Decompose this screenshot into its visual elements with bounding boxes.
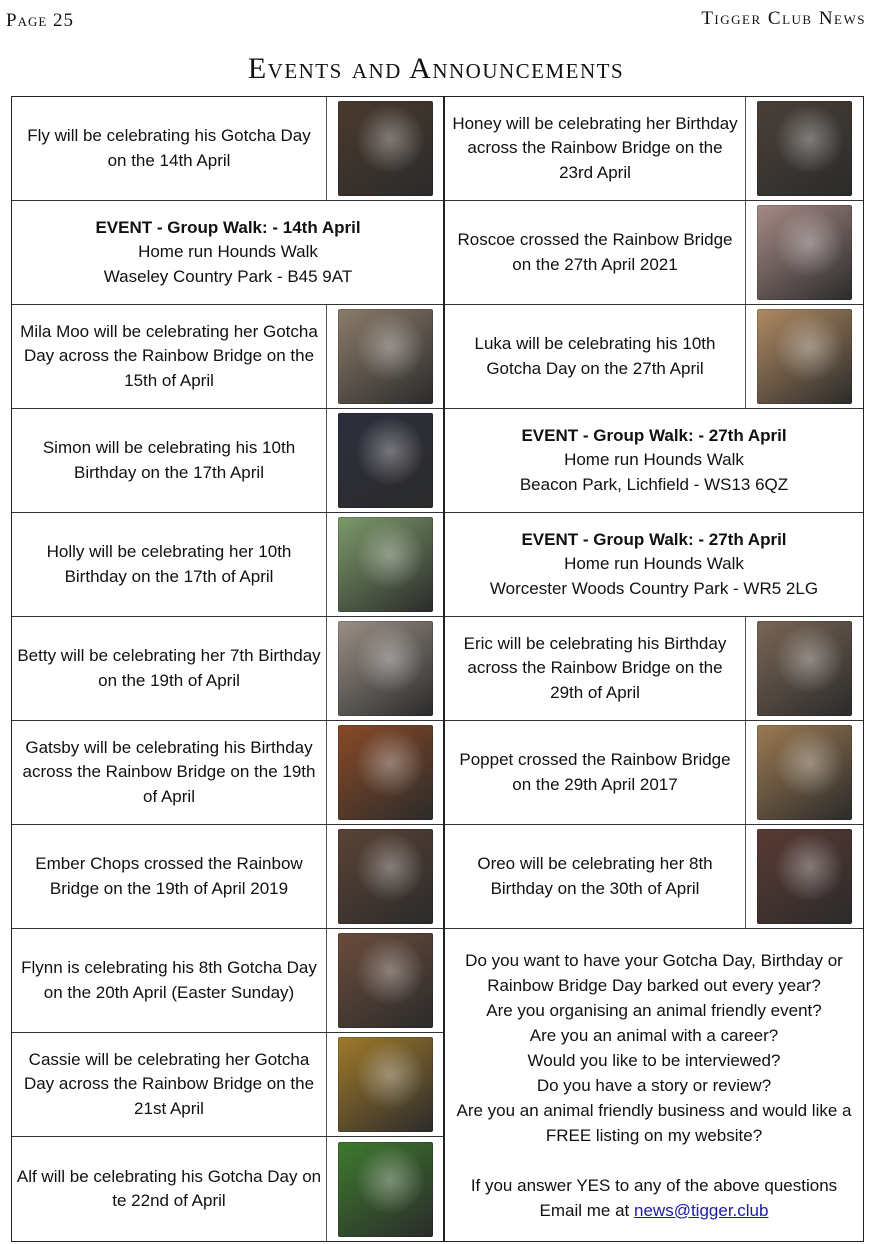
event-location: Beacon Park, Lichfield - WS13 6QZ bbox=[519, 474, 789, 494]
dog-photo bbox=[338, 1037, 433, 1132]
event-entry bbox=[12, 201, 444, 305]
announcement-entry bbox=[12, 617, 444, 721]
dog-photo bbox=[338, 933, 433, 1028]
dog-photo bbox=[757, 725, 852, 820]
announcement-text: Fly will be celebrating his Gotcha Day on the 14th April bbox=[27, 126, 311, 170]
dog-photo bbox=[338, 309, 433, 404]
announcement-text: Ember Chops crossed the Rainbow Bridge on the 19th of April 2019 bbox=[35, 854, 303, 898]
photo-cell bbox=[745, 721, 863, 824]
event-title: EVENT - Group Walk: - 14th April bbox=[95, 217, 361, 237]
announcement-entry bbox=[12, 721, 444, 825]
promo-question: Are you an animal friendly business and would like a FREE listing on my website? bbox=[456, 1100, 852, 1145]
announcement-entry bbox=[12, 97, 444, 201]
email-line bbox=[540, 1198, 769, 1223]
announcement-text: Roscoe crossed the Rainbow Bridge on the 27th April 2021 bbox=[457, 230, 733, 274]
dog-photo bbox=[338, 725, 433, 820]
announcement-entry bbox=[445, 305, 863, 409]
announcement-text: Cassie will be celebrating her Gotcha Day across the Rainbow Bridge on the 21st April bbox=[23, 1049, 315, 1118]
photo-cell bbox=[745, 305, 863, 408]
photo-cell bbox=[745, 617, 863, 720]
announcement-entry bbox=[445, 97, 863, 201]
promo-text bbox=[445, 929, 863, 1241]
photo-cell bbox=[326, 1033, 444, 1136]
announcement-text: Mila Moo will be celebrating her Gotcha Day across the Rainbow Bridge on the 15th of April bbox=[20, 321, 318, 390]
dog-photo bbox=[757, 829, 852, 924]
event-host: Home run Hounds Walk bbox=[564, 450, 744, 470]
announcement-text: Oreo will be celebrating her 8th Birthday on the 30th of April bbox=[477, 854, 713, 898]
photo-cell bbox=[745, 825, 863, 928]
announcement-entry bbox=[12, 929, 444, 1033]
announcement-entry bbox=[445, 825, 863, 929]
entry-text bbox=[12, 1033, 326, 1136]
photo-cell bbox=[326, 721, 444, 824]
promo-question: Are you organising an animal friendly event? bbox=[486, 1000, 822, 1020]
announcement-text: Eric will be celebrating his Birthday across the Rainbow Bridge on the 29th of April bbox=[463, 633, 727, 702]
entry-text bbox=[445, 305, 745, 408]
entry-text bbox=[12, 825, 326, 928]
entry-text bbox=[12, 201, 444, 304]
photo-cell bbox=[326, 929, 444, 1032]
entry-text bbox=[445, 513, 863, 616]
announcement-entry bbox=[12, 409, 444, 513]
entry-text bbox=[12, 305, 326, 408]
page-number: Page 25 bbox=[6, 10, 75, 31]
event-location: Worcester Woods Country Park - WR5 2LG bbox=[489, 578, 819, 598]
entry-text bbox=[12, 929, 326, 1032]
photo-cell bbox=[745, 97, 863, 200]
left-column bbox=[11, 96, 444, 1242]
announcement-text: Simon will be celebrating his 10th Birthday on the 17th April bbox=[42, 438, 296, 482]
promo-question: Do you have a story or review? bbox=[536, 1075, 772, 1095]
entry-text bbox=[445, 201, 745, 304]
dog-photo bbox=[338, 1142, 433, 1237]
entry-text bbox=[445, 825, 745, 928]
photo-cell bbox=[326, 305, 444, 408]
entry-text bbox=[12, 97, 326, 200]
photo-cell bbox=[326, 409, 444, 512]
entry-text bbox=[445, 97, 745, 200]
photo-cell bbox=[326, 513, 444, 616]
announcement-text: Holly will be celebrating her 10th Birthday on the 17th of April bbox=[46, 542, 292, 586]
email-link[interactable]: news@tigger.club bbox=[634, 1200, 769, 1220]
page-title: Events and Announcements bbox=[247, 52, 625, 85]
announcement-text: Alf will be celebrating his Gotcha Day on te 22nd of April bbox=[16, 1166, 322, 1210]
entry-text bbox=[445, 617, 745, 720]
entry-text bbox=[12, 721, 326, 824]
email-prefix: Email me at bbox=[539, 1200, 635, 1220]
entry-text bbox=[12, 1137, 326, 1241]
newsletter-name: Tigger Club News bbox=[701, 8, 866, 29]
event-title: EVENT - Group Walk: - 27th April bbox=[521, 529, 787, 549]
event-entry bbox=[445, 513, 863, 617]
announcement-text: Gatsby will be celebrating his Birthday across the Rainbow Bridge on the 19th of April bbox=[22, 737, 316, 806]
announcement-entry bbox=[12, 1137, 444, 1241]
announcement-entry bbox=[12, 513, 444, 617]
event-location: Waseley Country Park - B45 9AT bbox=[103, 266, 353, 286]
event-entry bbox=[445, 409, 863, 513]
announcement-text: Luka will be celebrating his 10th Gotcha Day on the 27th April bbox=[474, 334, 716, 378]
entry-text bbox=[12, 409, 326, 512]
dog-photo bbox=[757, 205, 852, 300]
entry-text bbox=[445, 409, 863, 512]
cat-photo bbox=[757, 621, 852, 716]
promo-question: Are you an animal with a career? bbox=[529, 1025, 779, 1045]
promo-box bbox=[445, 929, 863, 1241]
announcement-entry bbox=[445, 721, 863, 825]
event-title: EVENT - Group Walk: - 27th April bbox=[521, 425, 787, 445]
dog-photo bbox=[338, 829, 433, 924]
photo-cell bbox=[326, 617, 444, 720]
right-column bbox=[443, 96, 864, 1242]
entry-text bbox=[12, 617, 326, 720]
entry-text bbox=[445, 721, 745, 824]
announcement-entry bbox=[12, 305, 444, 409]
dog-photo bbox=[338, 101, 433, 196]
promo-call-to-action: If you answer YES to any of the above questions bbox=[470, 1175, 838, 1195]
event-host: Home run Hounds Walk bbox=[138, 242, 318, 262]
announcement-entry bbox=[445, 617, 863, 721]
dog-photo bbox=[338, 517, 433, 612]
dog-photo bbox=[338, 621, 433, 716]
dog-photo bbox=[757, 101, 852, 196]
announcement-entry bbox=[12, 825, 444, 929]
announcement-text: Honey will be celebrating her Birthday across the Rainbow Bridge on the 23rd April bbox=[452, 113, 738, 182]
promo-question: Do you want to have your Gotcha Day, Birthday or Rainbow Bridge Day barked out every year? bbox=[465, 950, 843, 995]
announcement-entry bbox=[445, 201, 863, 305]
photo-cell bbox=[326, 825, 444, 928]
photo-cell bbox=[326, 97, 444, 200]
promo-question: Would you like to be interviewed? bbox=[527, 1050, 781, 1070]
announcement-text: Flynn is celebrating his 8th Gotcha Day on the 20th April (Easter Sunday) bbox=[21, 958, 317, 1002]
announcement-text: Betty will be celebrating her 7th Birthday on the 19th of April bbox=[17, 646, 321, 690]
entry-text bbox=[12, 513, 326, 616]
event-host: Home run Hounds Walk bbox=[564, 554, 744, 574]
dog-photo bbox=[757, 309, 852, 404]
photo-cell bbox=[326, 1137, 444, 1241]
dog-photo bbox=[338, 413, 433, 508]
announcement-entry bbox=[12, 1033, 444, 1137]
photo-cell bbox=[745, 201, 863, 304]
announcement-text: Poppet crossed the Rainbow Bridge on the 29th April 2017 bbox=[459, 750, 731, 794]
